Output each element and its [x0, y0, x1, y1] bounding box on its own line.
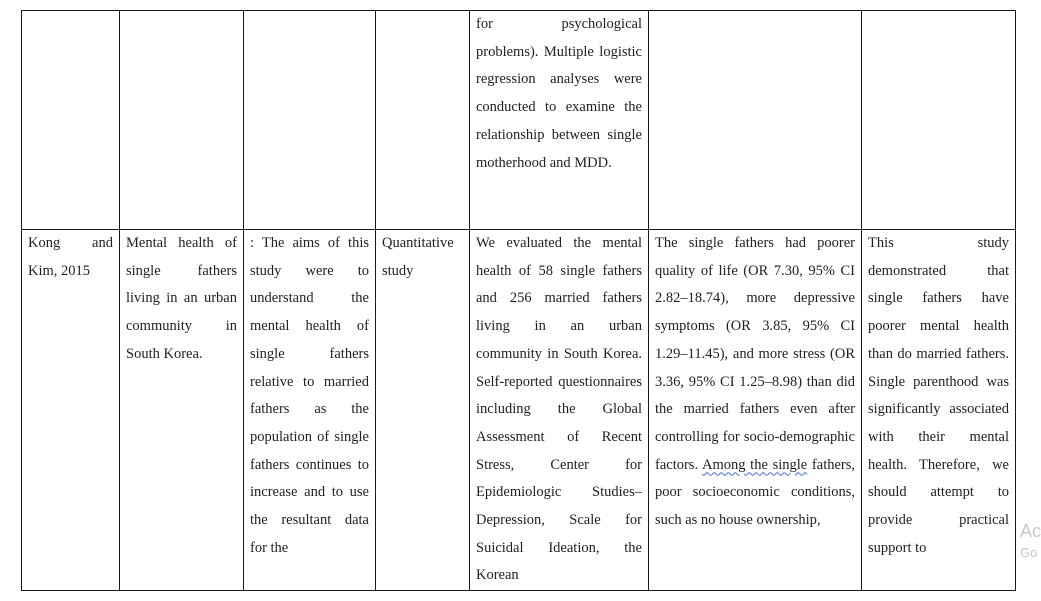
- table-cell-findings: [649, 230, 862, 591]
- conclusion-text: This study demonstrated that single fathers have poorer mental health than do married fathers. Single parenthood was significantly associated with their mental health. Therefore, we should attempt to provide practical support to: [868, 235, 1009, 556]
- table-cell-methods: [470, 230, 649, 591]
- watermark-line1: Ac: [1020, 521, 1041, 541]
- table-cell-title: [120, 230, 244, 591]
- table-cell-aims: [244, 11, 376, 230]
- findings-main-text: The single fathers had poorer quality of life (OR 7.30, 95% CI 2.82–18.74), more depressive symptoms (OR 3.85, 95% CI 1.29–11.45), and more stress (OR 3.36, 95% CI 1.25–8.98) than did the married fathers even after controlling for socio-demographic factors.: [655, 235, 855, 473]
- aims-text: : The aims of this study were to understand the mental health of single fathers relative to married fathers as the population of single fathers continues to increase and to use the resultant data for the: [250, 235, 369, 556]
- findings-rest-text: fathers, poor socioeconomic conditions, such as no house ownership,: [655, 456, 856, 529]
- table-row: [22, 230, 1016, 591]
- title-text: Mental health of single fathers living in an urban community in South Korea.: [126, 235, 237, 362]
- design-text: Quantitative study: [382, 235, 454, 279]
- table-cell-title: [120, 11, 244, 230]
- table-cell-conclusion: [862, 11, 1016, 230]
- table-cell-conclusion: [862, 230, 1016, 591]
- watermark-line2: Go: [1020, 545, 1038, 560]
- table-cell-aims: [244, 230, 376, 591]
- table-cell-findings: [649, 11, 862, 230]
- table-cell-design: [376, 230, 470, 591]
- table-cell-design: [376, 11, 470, 230]
- author-text: Kong and Kim, 2015: [28, 235, 113, 279]
- table-row: [22, 11, 1016, 230]
- table-cell-author: [22, 11, 120, 230]
- methods-text: for psychological problems). Multiple logistic regression analyses were conducted to examine the relationship between single motherhood and MDD.: [476, 16, 642, 171]
- activation-watermark: [1020, 520, 1041, 564]
- literature-review-table: [21, 10, 1016, 591]
- methods-text: We evaluated the mental health of 58 single fathers and 256 married fathers living in an urban community in South Korea. Self-reported questionnaires including the Global Assessment of Recent Stress, Center for Epidemiologic Studies–Depression, Scale for Suicidal Ideation, the Korean: [476, 235, 642, 584]
- spellcheck-underlined-text: Among the single: [701, 456, 808, 473]
- table-cell-author: [22, 230, 120, 591]
- table-cell-methods: [470, 11, 649, 230]
- findings-text: [655, 230, 855, 535]
